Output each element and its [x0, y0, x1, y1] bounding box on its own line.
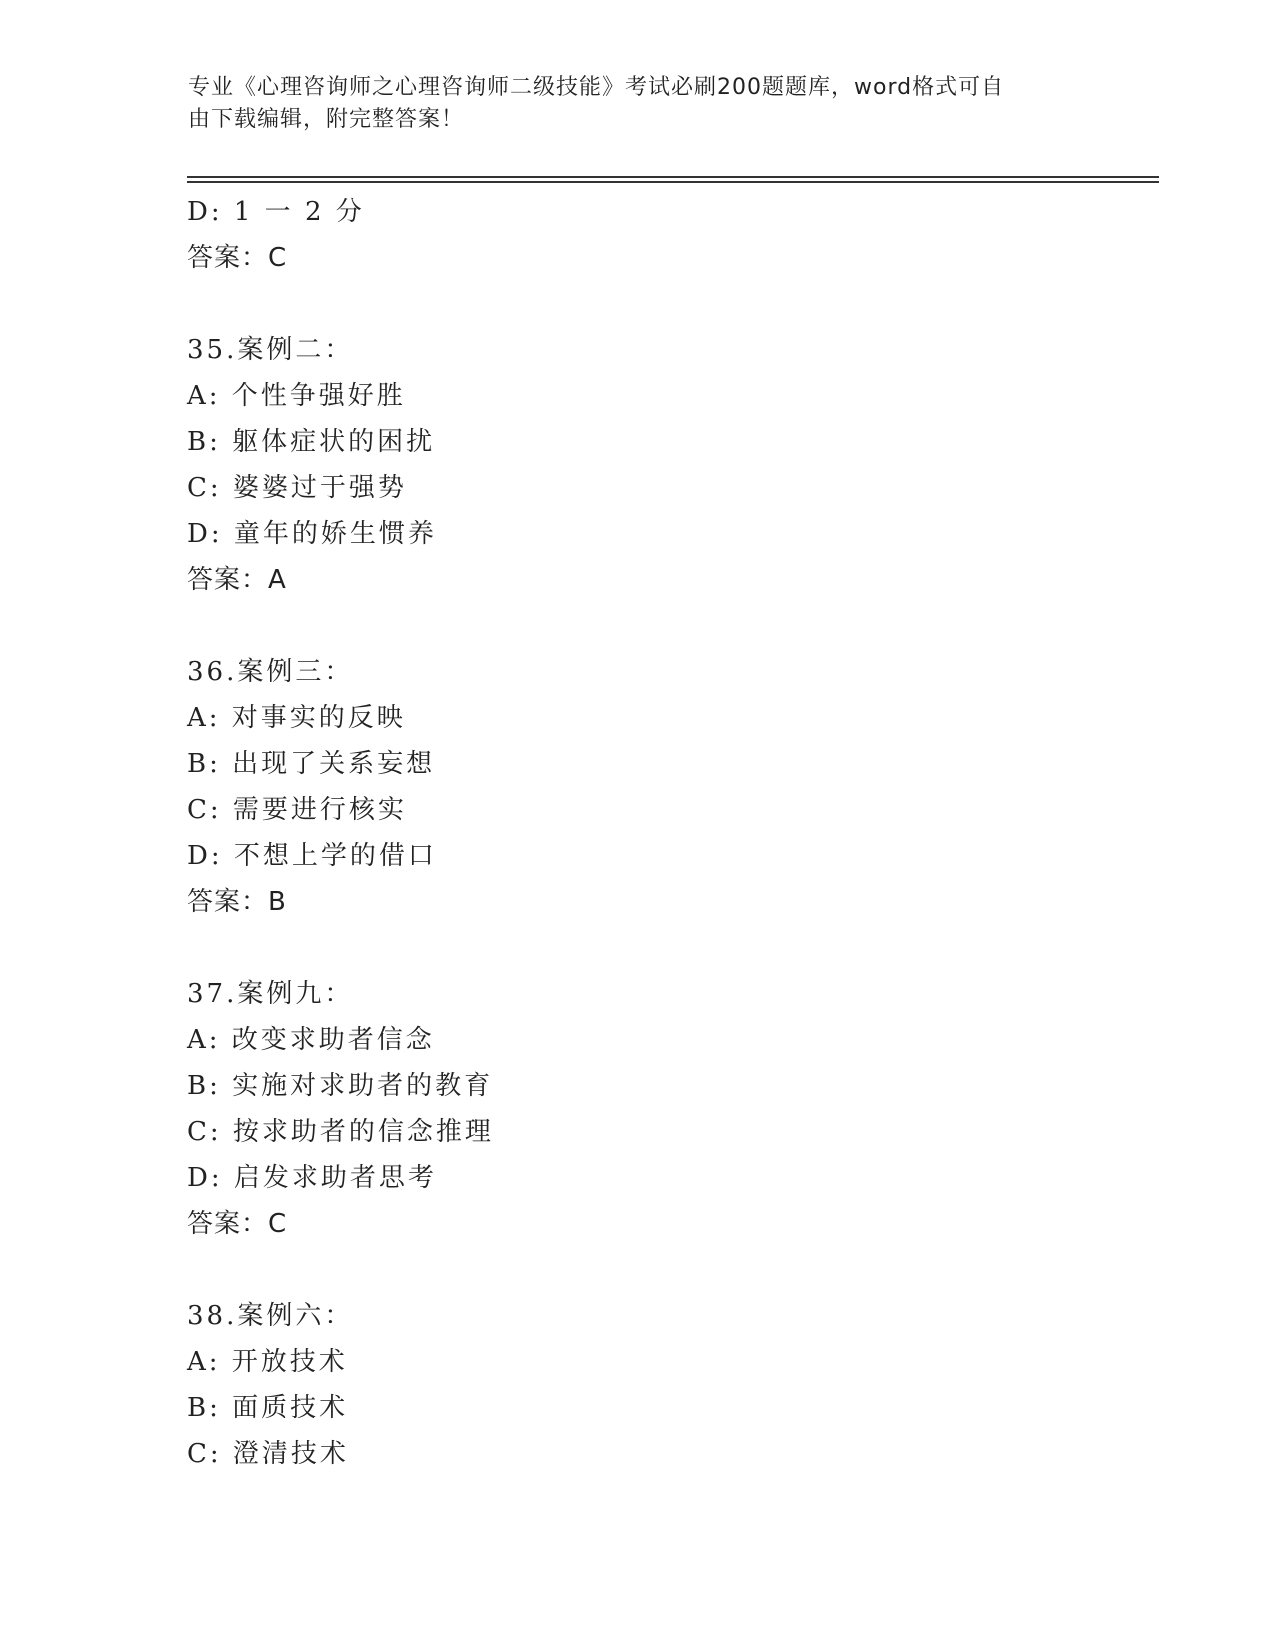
answer: 答案：C: [187, 1209, 288, 1239]
question-list: [187, 189, 1147, 1477]
document-header: [188, 72, 1068, 136]
question-spacer: [187, 1247, 1147, 1293]
question-spacer: [187, 281, 1147, 327]
option-c: C: 需要进行核实: [187, 795, 407, 825]
question-36: [187, 649, 1147, 925]
option-d: D: 童年的娇生惯养: [187, 519, 437, 549]
header-title-line-1: 专业《心理咨询师之心理咨询师二级技能》考试必刷200题题库，word格式可自: [188, 75, 1005, 100]
answer: 答案：B: [187, 887, 287, 917]
option-d: D: 不想上学的借口: [187, 841, 437, 871]
question-35: [187, 327, 1147, 603]
carryover-answer: 答案：C: [187, 243, 288, 273]
option-a: A: 改变求助者信念: [187, 1025, 435, 1055]
option-b: B: 躯体症状的困扰: [187, 427, 436, 457]
option-c: C: 按求助者的信念推理: [187, 1117, 494, 1147]
question-38: [187, 1293, 1147, 1477]
question-spacer: [187, 603, 1147, 649]
question-stem: 36.案例三：: [187, 657, 354, 687]
carryover-option-d: D: 1 一 2 分: [187, 197, 365, 227]
option-b: B: 出现了关系妄想: [187, 749, 436, 779]
option-b: B: 面质技术: [187, 1393, 349, 1423]
question-stem: 35.案例二：: [187, 335, 354, 365]
answer: 答案：A: [187, 565, 287, 595]
option-a: A: 开放技术: [187, 1347, 348, 1377]
option-c: C: 婆婆过于强势: [187, 473, 407, 503]
option-a: A: 对事实的反映: [187, 703, 406, 733]
option-a: A: 个性争强好胜: [187, 381, 406, 411]
option-d: D: 启发求助者思考: [187, 1163, 437, 1193]
header-divider-bottom: [187, 181, 1159, 183]
header-title-line-2: 由下载编辑，附完整答案！: [188, 107, 465, 132]
header-divider-top: [187, 176, 1159, 178]
option-b: B: 实施对求助者的教育: [187, 1071, 494, 1101]
question-spacer: [187, 925, 1147, 971]
question-stem: 38.案例六：: [187, 1301, 354, 1331]
question-stem: 37.案例九：: [187, 979, 354, 1009]
question-37: [187, 971, 1147, 1247]
option-c: C: 澄清技术: [187, 1439, 349, 1469]
